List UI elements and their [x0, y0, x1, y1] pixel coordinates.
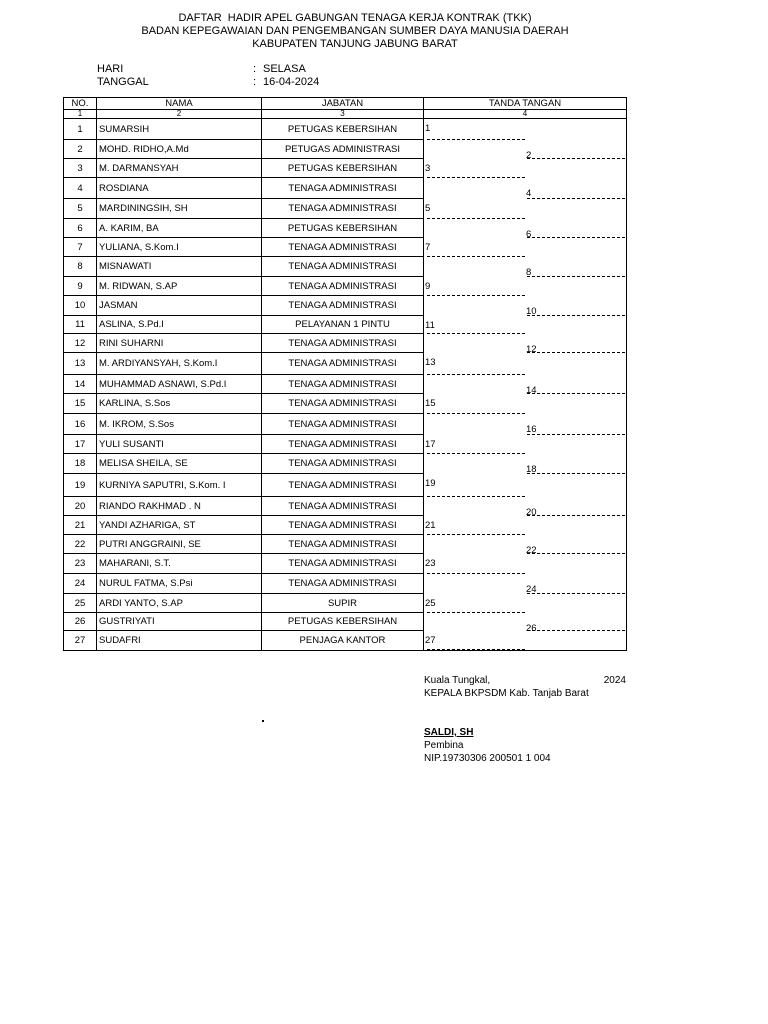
- signature-cell: [424, 219, 627, 238]
- signature-cell: [424, 414, 627, 435]
- employee-position: TENAGA ADMINISTRASI: [262, 454, 424, 474]
- employee-position: TENAGA ADMINISTRASI: [262, 296, 424, 316]
- signature-cell: [424, 554, 627, 574]
- signature-number: 21: [425, 519, 436, 531]
- row-number: 16: [64, 414, 97, 435]
- employee-name: PUTRI ANGGRAINI, SE: [97, 535, 262, 554]
- employee-position: PETUGAS KEBERSIHAN: [262, 219, 424, 238]
- employee-position: TENAGA ADMINISTRASI: [262, 238, 424, 257]
- row-number: 9: [64, 277, 97, 296]
- employee-position: TENAGA ADMINISTRASI: [262, 574, 424, 594]
- employee-position: PETUGAS ADMINISTRASI: [262, 140, 424, 159]
- signature-cell: [424, 140, 627, 159]
- signature-number: 10: [526, 305, 537, 316]
- signature-cell: [424, 316, 627, 334]
- row-number: 3: [64, 159, 97, 178]
- employee-position: TENAGA ADMINISTRASI: [262, 353, 424, 375]
- employee-position: TENAGA ADMINISTRASI: [262, 554, 424, 574]
- table-row: [64, 375, 627, 394]
- row-number: 4: [64, 178, 97, 199]
- employee-position: TENAGA ADMINISTRASI: [262, 257, 424, 277]
- employee-position: TENAGA ADMINISTRASI: [262, 334, 424, 353]
- table-row: [64, 474, 627, 497]
- attendance-table: [63, 97, 627, 651]
- row-number: 8: [64, 257, 97, 277]
- signature-cell: [424, 159, 627, 178]
- table-row: [64, 296, 627, 316]
- date-value: 16-04-2024: [263, 76, 320, 88]
- employee-position: PETUGAS KEBERSIHAN: [262, 159, 424, 178]
- signature-cell: [424, 353, 627, 375]
- employee-position: SUPIR: [262, 594, 424, 613]
- row-number: 10: [64, 296, 97, 316]
- table-row: [64, 631, 627, 651]
- signature-cell: [424, 394, 627, 414]
- signature-cell: [424, 119, 627, 140]
- row-number: 5: [64, 199, 97, 219]
- signature-number: 26: [526, 622, 537, 631]
- signature-number: 5: [425, 202, 431, 214]
- signature-cell: [424, 474, 627, 497]
- row-number: 11: [64, 316, 97, 334]
- employee-position: PETUGAS KEBERSIHAN: [262, 613, 424, 631]
- signature-cell: [424, 454, 627, 474]
- employee-position: PETUGAS KEBERSIHAN: [262, 119, 424, 140]
- row-number: 22: [64, 535, 97, 554]
- footer-year: 2024: [603, 675, 626, 686]
- employee-position: TENAGA ADMINISTRASI: [262, 414, 424, 435]
- employee-name: RINI SUHARNI: [97, 334, 262, 353]
- signature-cell: [424, 535, 627, 554]
- signature-number: 22: [526, 544, 537, 554]
- signature-number: 17: [425, 438, 436, 450]
- employee-name: NURUL FATMA, S.Psi: [97, 574, 262, 594]
- row-number: 27: [64, 631, 97, 651]
- row-number: 25: [64, 594, 97, 613]
- day-colon: :: [253, 63, 257, 75]
- row-number: 26: [64, 613, 97, 631]
- col-number-2: 2: [97, 110, 262, 119]
- row-number: 21: [64, 516, 97, 535]
- employee-name: MELISA SHEILA, SE: [97, 454, 262, 474]
- row-number: 2: [64, 140, 97, 159]
- row-number: 24: [64, 574, 97, 594]
- employee-name: SUDAFRI: [97, 631, 262, 651]
- signature-line: [427, 649, 525, 650]
- table-row: [64, 414, 627, 435]
- signature-cell: [424, 574, 627, 594]
- table-row: [64, 257, 627, 277]
- signature-cell: [424, 613, 627, 631]
- signature-number: 25: [425, 597, 436, 609]
- meta-info: [97, 63, 319, 89]
- signature-number: 8: [526, 266, 532, 277]
- signature-cell: [424, 375, 627, 394]
- employee-position: TENAGA ADMINISTRASI: [262, 199, 424, 219]
- table-row: [64, 454, 627, 474]
- footer-position: KEPALA BKPSDM Kab. Tanjab Barat: [424, 688, 589, 699]
- employee-name: MOHD. RIDHO,A.Md: [97, 140, 262, 159]
- employee-position: TENAGA ADMINISTRASI: [262, 375, 424, 394]
- footer-place: Kuala Tungkal,: [424, 675, 491, 686]
- signature-number: 12: [526, 343, 537, 353]
- employee-name: KURNIYA SAPUTRI, S.Kom. I: [97, 474, 262, 497]
- row-number: 7: [64, 238, 97, 257]
- header-position: JABATAN: [262, 98, 424, 110]
- signature-number: 1: [425, 123, 431, 134]
- employee-position: PELAYANAN 1 PINTU: [262, 316, 424, 334]
- signature-number: 14: [526, 384, 537, 394]
- employee-name: SUMARSIH: [97, 119, 262, 140]
- title-line-3: KABUPATEN TANJUNG JABUNG BARAT: [252, 38, 458, 50]
- day-value: SELASA: [263, 63, 306, 75]
- table-row: [64, 535, 627, 554]
- employee-name: M. DARMANSYAH: [97, 159, 262, 178]
- employee-name: YULIANA, S.Kom.I: [97, 238, 262, 257]
- signer-nip: NIP.19730306 200501 1 004: [424, 753, 551, 764]
- row-number: 15: [64, 394, 97, 414]
- employee-name: YANDI AZHARIGA, ST: [97, 516, 262, 535]
- table-row: [64, 334, 627, 353]
- employee-name: M. ARDIYANSYAH, S.Kom.I: [97, 353, 262, 375]
- employee-position: PENJAGA KANTOR: [262, 631, 424, 651]
- header-no: NO.: [64, 98, 97, 110]
- row-number: 12: [64, 334, 97, 353]
- table-row: [64, 159, 627, 178]
- signature-number: 9: [425, 280, 431, 292]
- signature-cell: [424, 178, 627, 199]
- employee-name: KARLINA, S.Sos: [97, 394, 262, 414]
- stray-dot: [262, 720, 264, 722]
- signer-name: SALDI, SH: [424, 727, 474, 738]
- row-number: 1: [64, 119, 97, 140]
- header-name: NAMA: [97, 98, 262, 110]
- employee-position: TENAGA ADMINISTRASI: [262, 516, 424, 535]
- employee-name: MARDININGSIH, SH: [97, 199, 262, 219]
- row-number: 20: [64, 497, 97, 516]
- employee-name: GUSTRIYATI: [97, 613, 262, 631]
- employee-position: TENAGA ADMINISTRASI: [262, 277, 424, 296]
- signature-cell: [424, 257, 627, 277]
- col-number-1: 1: [64, 110, 97, 119]
- table-row: [64, 516, 627, 535]
- header-signature: TANDA TANGAN: [424, 98, 627, 110]
- employee-name: MISNAWATI: [97, 257, 262, 277]
- table-row: [64, 353, 627, 375]
- title-line-2: BADAN KEPEGAWAIAN DAN PENGEMBANGAN SUMBER DAYA MANUSIA DAERAH: [141, 25, 569, 37]
- day-label: HARI: [97, 63, 124, 75]
- date-label: TANGGAL: [97, 76, 149, 88]
- signature-number: 11: [425, 319, 435, 331]
- signature-number: 27: [425, 634, 436, 646]
- table-row: [64, 140, 627, 159]
- employee-name: M. IKROM, S.Sos: [97, 414, 262, 435]
- signature-cell: [424, 199, 627, 219]
- date-colon: :: [253, 76, 257, 88]
- row-number: 23: [64, 554, 97, 574]
- table-row: [64, 394, 627, 414]
- signature-number: 4: [526, 187, 532, 199]
- col-number-4: 4: [424, 110, 627, 119]
- employee-position: TENAGA ADMINISTRASI: [262, 497, 424, 516]
- signer-rank: Pembina: [424, 740, 464, 751]
- employee-name: MAHARANI, S.T.: [97, 554, 262, 574]
- signature-number: 16: [526, 423, 537, 435]
- table-row: [64, 435, 627, 454]
- signature-cell: [424, 631, 627, 651]
- signature-cell: [424, 334, 627, 353]
- footer-place-line: [424, 675, 626, 687]
- employee-position: TENAGA ADMINISTRASI: [262, 435, 424, 454]
- table-row: [64, 574, 627, 594]
- signature-cell: [424, 497, 627, 516]
- signature-number: 15: [425, 397, 436, 409]
- table-row: [64, 497, 627, 516]
- employee-name: ARDI YANTO, S.AP: [97, 594, 262, 613]
- row-number: 17: [64, 435, 97, 454]
- signature-number: 19: [425, 477, 436, 489]
- table-row: [64, 594, 627, 613]
- table-row: [64, 199, 627, 219]
- row-number: 13: [64, 353, 97, 375]
- employee-position: TENAGA ADMINISTRASI: [262, 474, 424, 497]
- document-title: [0, 12, 710, 51]
- employee-name: MUHAMMAD ASNAWI, S.Pd.I: [97, 375, 262, 394]
- row-number: 19: [64, 474, 97, 497]
- employee-name: M. RIDWAN, S.AP: [97, 277, 262, 296]
- signature-cell: [424, 516, 627, 535]
- employee-name: RIANDO RAKHMAD . N: [97, 497, 262, 516]
- table-row: [64, 178, 627, 199]
- employee-name: A. KARIM, BA: [97, 219, 262, 238]
- signature-cell: [424, 594, 627, 613]
- employee-name: ROSDIANA: [97, 178, 262, 199]
- signature-number: 6: [526, 228, 532, 238]
- signature-number: 3: [425, 162, 431, 174]
- signature-cell: [424, 277, 627, 296]
- employee-name: JASMAN: [97, 296, 262, 316]
- signature-number: 13: [425, 356, 436, 368]
- employee-name: ASLINA, S.Pd.I: [97, 316, 262, 334]
- table-row: [64, 277, 627, 296]
- signature-cell: [424, 238, 627, 257]
- employee-position: TENAGA ADMINISTRASI: [262, 535, 424, 554]
- table-row: [64, 316, 627, 334]
- employee-name: YULI SUSANTI: [97, 435, 262, 454]
- table-row: [64, 238, 627, 257]
- row-number: 18: [64, 454, 97, 474]
- employee-position: TENAGA ADMINISTRASI: [262, 394, 424, 414]
- row-number: 14: [64, 375, 97, 394]
- employee-position: TENAGA ADMINISTRASI: [262, 178, 424, 199]
- table-row: [64, 554, 627, 574]
- signature-number: 18: [526, 463, 537, 474]
- signature-number: 2: [526, 149, 532, 159]
- signature-number: 24: [526, 583, 537, 594]
- signature-number: 7: [425, 241, 431, 253]
- signature-cell: [424, 296, 627, 316]
- table-row: [64, 119, 627, 140]
- table-row: [64, 613, 627, 631]
- signature-number: 23: [425, 557, 436, 569]
- col-number-3: 3: [262, 110, 424, 119]
- row-number: 6: [64, 219, 97, 238]
- table-row: [64, 219, 627, 238]
- signature-cell: [424, 435, 627, 454]
- signature-number: 20: [526, 506, 537, 516]
- title-line-1: DAFTAR HADIR APEL GABUNGAN TENAGA KERJA KONTRAK (TKK): [178, 12, 532, 24]
